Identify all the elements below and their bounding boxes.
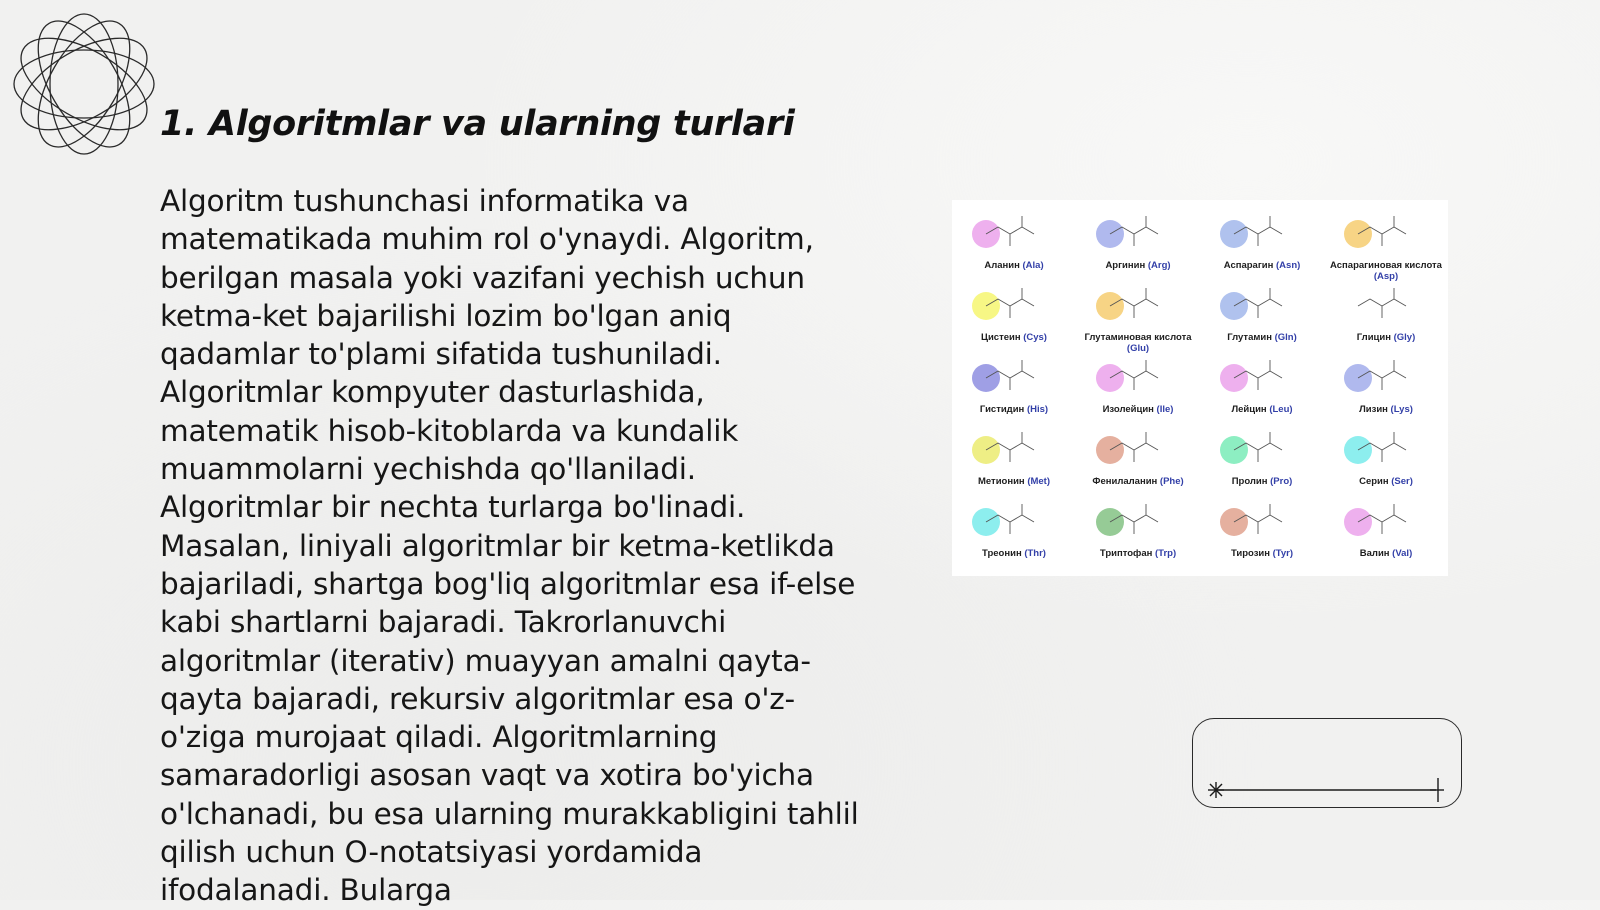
amino-acid-cell <box>952 208 1076 280</box>
amino-acid-name: Метионин <box>977 476 1028 487</box>
orbit-logo-icon <box>10 10 158 158</box>
amino-acid-label <box>1076 260 1200 271</box>
amino-acid-code: (Asp) <box>1373 271 1399 282</box>
amino-acid-name: Цистеин <box>981 332 1024 343</box>
amino-acid-structure-icon <box>1324 280 1448 332</box>
amino-acid-name: Гистидин <box>979 404 1027 415</box>
amino-acid-structure-icon <box>1076 208 1200 260</box>
amino-acid-code: (Tyr) <box>1272 548 1294 559</box>
amino-acid-code: (Met) <box>1027 476 1051 487</box>
amino-acid-name: Глутамин <box>1227 332 1275 343</box>
amino-acid-cell <box>1076 280 1200 352</box>
amino-acid-name: Фенилаланин <box>1092 476 1160 487</box>
amino-acid-cell <box>952 424 1076 496</box>
amino-acid-label <box>1200 404 1324 415</box>
amino-acid-cell <box>1200 280 1324 352</box>
amino-acid-cell <box>952 280 1076 352</box>
amino-acid-code: (Asn) <box>1276 260 1301 271</box>
amino-acid-structure-icon <box>952 424 1076 476</box>
amino-acid-code: (Phe) <box>1159 476 1184 487</box>
amino-acid-label <box>952 548 1076 559</box>
timeline-line <box>1204 778 1444 802</box>
amino-acid-code: (Ala) <box>1022 260 1044 271</box>
amino-acid-name: Лейцин <box>1231 404 1270 415</box>
amino-acid-name: Глицин <box>1356 332 1394 343</box>
amino-acid-code: (Val) <box>1392 548 1413 559</box>
amino-acid-label <box>1076 548 1200 559</box>
amino-acid-code: (Ser) <box>1391 476 1413 487</box>
amino-acid-name: Треонин <box>982 548 1025 559</box>
amino-acid-structure-icon <box>952 352 1076 404</box>
amino-acid-name: Пролин <box>1231 476 1271 487</box>
amino-acid-label <box>1324 332 1448 343</box>
amino-acid-label <box>1200 260 1324 271</box>
amino-acid-structure-icon <box>1076 352 1200 404</box>
amino-acid-cell <box>1076 424 1200 496</box>
amino-acid-cell <box>1324 208 1448 280</box>
amino-acid-code: (Leu) <box>1269 404 1293 415</box>
amino-acid-structure-icon <box>1076 496 1200 548</box>
amino-acid-code: (Gly) <box>1393 332 1416 343</box>
amino-acid-name: Аспарагиновая кислота <box>1330 260 1442 271</box>
amino-acid-label <box>1324 548 1448 559</box>
amino-acid-structure-icon <box>1324 424 1448 476</box>
amino-acid-structure-icon <box>952 496 1076 548</box>
amino-acid-structure-icon <box>1200 208 1324 260</box>
amino-acid-name: Триптофан <box>1099 548 1156 559</box>
amino-acid-label <box>1076 476 1200 487</box>
amino-acids-figure <box>952 200 1448 576</box>
amino-acid-structure-icon <box>1200 352 1324 404</box>
amino-acid-name: Серин <box>1359 476 1392 487</box>
amino-acid-label <box>1324 260 1448 282</box>
amino-acid-code: (Glu) <box>1126 343 1150 354</box>
amino-acid-cell <box>1076 496 1200 568</box>
amino-acid-structure-icon <box>1324 352 1448 404</box>
amino-acid-cell <box>1200 424 1324 496</box>
amino-acid-name: Глутаминовая кислота <box>1084 332 1192 343</box>
amino-acid-code: (Lys) <box>1390 404 1413 415</box>
amino-acid-name: Лизин <box>1359 404 1391 415</box>
slide-title: 1. Algoritmlar va ularning turlari <box>160 104 795 144</box>
amino-acid-cell <box>952 352 1076 424</box>
amino-acid-cell <box>1076 352 1200 424</box>
amino-acid-structure-icon <box>952 208 1076 260</box>
amino-acid-label <box>1324 476 1448 487</box>
amino-acid-code: (Arg) <box>1147 260 1171 271</box>
amino-acid-code: (Trp) <box>1155 548 1177 559</box>
amino-acid-label <box>952 404 1076 415</box>
amino-acid-cell <box>1324 424 1448 496</box>
amino-acid-structure-icon <box>952 280 1076 332</box>
amino-acid-structure-icon <box>1200 424 1324 476</box>
amino-acid-structure-icon <box>1200 496 1324 548</box>
amino-acid-label <box>952 476 1076 487</box>
amino-acid-cell <box>1324 280 1448 352</box>
amino-acid-code: (Ile) <box>1156 404 1174 415</box>
amino-acid-cell <box>1200 208 1324 280</box>
amino-acid-cell <box>1200 352 1324 424</box>
amino-acid-cell <box>1200 496 1324 568</box>
amino-acid-label <box>1200 476 1324 487</box>
amino-acid-name: Аспарагин <box>1223 260 1277 271</box>
amino-acid-name: Аргинин <box>1105 260 1148 271</box>
amino-acid-structure-icon <box>1076 424 1200 476</box>
amino-acid-cell <box>1076 208 1200 280</box>
amino-acid-code: (Thr) <box>1024 548 1046 559</box>
slide-body-text: Algoritm tushunchasi informatika va matematikada muhim rol o'ynaydi. Algoritm, berilgan masala yoki vazifani yechish uchun ketma-ket bajarilishi lozim bo'lgan aniq qadamlar to'plami sifatida tushuniladi. Algoritmlar kompyuter dasturlashida, matematik hisob-kitoblarda va kundalik muammolarni yechishda qo'llaniladi. Algoritmlar bir nechta turlarga bo'linadi. Masalan, liniyali algoritmlar bir ketma-ketlikda bajariladi, shartga bog'liq algoritmlar esa if-else kabi shartlarni bajaradi. Takrorlanuvchi algoritmlar (iterativ) muayyan amalni qayta-qayta bajaradi, rekursiv algoritmlar esa o'z-o'ziga murojaat qiladi. Algoritmlarning samaradorligi asosan vaqt va xotira bo'yicha o'lchanadi, bu esa ularning murakkabligini tahlil qilish uchun O-notatsiyasi yordamida ifodalanadi. Bularga <box>160 184 859 908</box>
amino-acid-name: Тирозин <box>1230 548 1273 559</box>
amino-acid-label <box>1076 404 1200 415</box>
amino-acid-name: Изолейцин <box>1102 404 1157 415</box>
amino-acid-structure-icon <box>1324 208 1448 260</box>
amino-acid-name: Аланин <box>984 260 1023 271</box>
amino-acid-code: (Cys) <box>1023 332 1047 343</box>
amino-acid-code: (Gln) <box>1274 332 1297 343</box>
amino-acid-label <box>1076 332 1200 354</box>
amino-acid-label <box>952 332 1076 343</box>
amino-acid-code: (Pro) <box>1270 476 1293 487</box>
amino-acid-cell <box>952 496 1076 568</box>
amino-acid-label <box>1200 548 1324 559</box>
amino-acid-cell <box>1324 496 1448 568</box>
amino-acid-name: Валин <box>1359 548 1393 559</box>
amino-acid-label <box>952 260 1076 271</box>
amino-acid-structure-icon <box>1076 280 1200 332</box>
star-end-icon <box>1430 778 1444 802</box>
sparkle-start-icon <box>1208 782 1224 798</box>
amino-acid-cell <box>1324 352 1448 424</box>
amino-acid-code: (His) <box>1026 404 1049 415</box>
amino-acid-label <box>1324 404 1448 415</box>
amino-acid-structure-icon <box>1324 496 1448 548</box>
amino-acid-label <box>1200 332 1324 343</box>
amino-acid-structure-icon <box>1200 280 1324 332</box>
